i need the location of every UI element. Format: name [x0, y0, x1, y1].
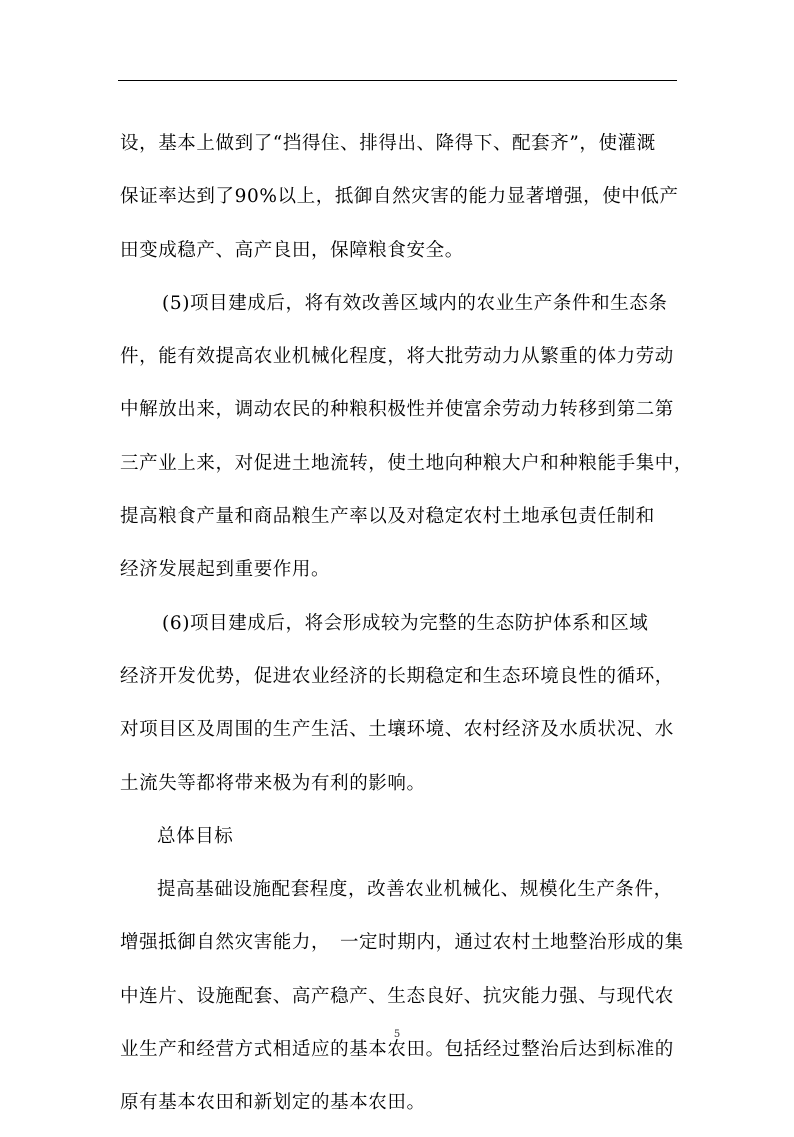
paragraph-line: 中连片、设施配套、高产稳产、生态良好、抗灾能力强、与现代农 — [120, 985, 674, 1007]
paragraph-line: 田变成稳产、高产良田，保障粮食安全。 — [120, 239, 464, 261]
paragraph-line: 业生产和经营方式相适应的基本农田。包括经过整治后达到标准的 — [120, 1039, 674, 1061]
paragraph-line: 增强抵御自然灾害能力， 一定时期内，通过农村土地整治形成的集 — [120, 932, 684, 954]
paragraph-line: 设，基本上做到了“挡得住、排得出、降得下、配套齐”，使灌溉 — [120, 133, 656, 154]
paragraph-line: 原有基本农田和新划定的基本农田。 — [120, 1092, 426, 1114]
paragraph-line: 提高粮食产量和商品粮生产率以及对稳定农村土地承包责任制和 — [120, 506, 655, 528]
paragraph-line: 经济发展起到重要作用。 — [120, 559, 331, 581]
paragraph-line: 土流失等都将带来极为有利的影响。 — [120, 772, 426, 794]
paragraph-line: (5)项目建成后，将有效改善区域内的农业生产条件和生态条 — [162, 292, 668, 314]
section-heading: 总体目标 — [157, 825, 234, 847]
paragraph-line: 经济开发优势，促进农业经济的长期稳定和生态环境良性的循环， — [120, 665, 674, 687]
header-rule — [118, 80, 677, 81]
paragraph-line: (6)项目建成后，将会形成较为完整的生态防护体系和区域 — [162, 612, 649, 634]
paragraph-line: 中解放出来，调动农民的种粮积极性并使富余劳动力转移到第二第 — [120, 399, 674, 421]
paragraph-line: 三产业上来，对促进土地流转，使土地向种粮大户和种粮能手集中， — [120, 452, 694, 474]
paragraph-line: 保证率达到了90%以上，抵御自然灾害的能力显著增强，使中低产 — [120, 186, 679, 208]
page-number: 5 — [393, 1029, 401, 1040]
document-body — [120, 124, 694, 1137]
paragraph-line: 提高基础设施配套程度，改善农业机械化、规模化生产条件， — [157, 879, 673, 901]
paragraph-line: 件，能有效提高农业机械化程度，将大批劳动力从繁重的体力劳动 — [120, 346, 674, 368]
paragraph-line: 对项目区及周围的生产生活、土壤环境、农村经济及水质状况、水 — [120, 719, 674, 741]
